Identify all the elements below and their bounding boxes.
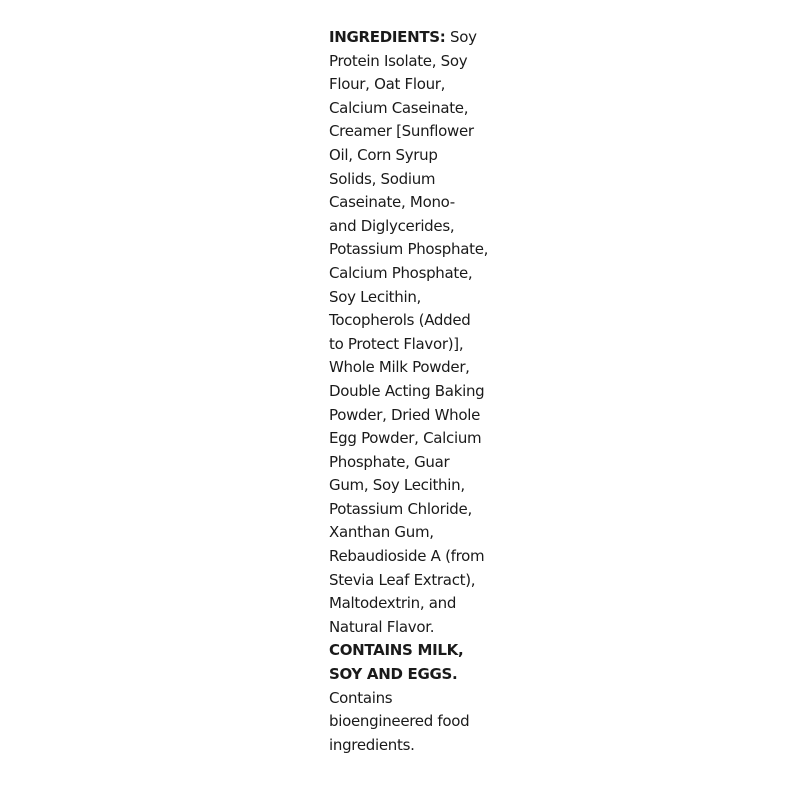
allergen-line: SOY AND EGGS. bbox=[329, 665, 458, 684]
ingredients-heading: INGREDIENTS: bbox=[329, 28, 446, 46]
ingredients-line: Caseinate, Mono- bbox=[329, 193, 455, 212]
ingredients-line: Creamer [Sunflower bbox=[329, 122, 474, 141]
ingredients-line: Gum, Soy Lecithin, bbox=[329, 476, 465, 495]
allergen-statement bbox=[329, 639, 489, 686]
ingredients-line: Oil, Corn Syrup bbox=[329, 145, 438, 164]
ingredients-line: Double Acting Baking bbox=[329, 381, 485, 400]
ingredients-text: Soy bbox=[445, 28, 477, 46]
ingredients-line: Rebaudioside A (from bbox=[329, 547, 485, 566]
ingredients-statement bbox=[329, 26, 489, 639]
ingredients-line: Soy Lecithin, bbox=[329, 287, 422, 306]
ingredients-line: Calcium Caseinate, bbox=[329, 98, 469, 117]
ingredients-line: and Diglycerides, bbox=[329, 216, 455, 235]
ingredients-line: Tocopherols (Added bbox=[329, 311, 471, 330]
bioengineered-line: Contains bbox=[329, 688, 393, 707]
ingredients-first-line bbox=[329, 26, 489, 50]
ingredients-line: Natural Flavor. bbox=[329, 617, 435, 636]
ingredients-label bbox=[329, 26, 489, 757]
ingredients-line: Solids, Sodium bbox=[329, 169, 436, 188]
allergen-line: CONTAINS MILK, bbox=[329, 641, 464, 660]
ingredients-line: Calcium Phosphate, bbox=[329, 263, 473, 282]
ingredients-line: Phosphate, Guar bbox=[329, 452, 450, 471]
bioengineered-line: ingredients. bbox=[329, 735, 415, 754]
ingredients-line: Powder, Dried Whole bbox=[329, 405, 481, 424]
bioengineered-statement bbox=[329, 687, 489, 758]
ingredients-line: Protein Isolate, Soy bbox=[329, 51, 468, 70]
ingredients-line: Maltodextrin, and bbox=[329, 594, 457, 613]
ingredients-line: Egg Powder, Calcium bbox=[329, 429, 482, 448]
ingredients-line: Flour, Oat Flour, bbox=[329, 75, 446, 94]
ingredients-line: Xanthan Gum, bbox=[329, 523, 434, 542]
ingredients-line: Whole Milk Powder, bbox=[329, 358, 470, 377]
ingredients-line: to Protect Flavor)], bbox=[329, 334, 464, 353]
ingredients-line: Stevia Leaf Extract), bbox=[329, 570, 476, 589]
bioengineered-line: bioengineered food bbox=[329, 712, 470, 731]
ingredients-line: Potassium Chloride, bbox=[329, 499, 472, 518]
ingredients-line: Potassium Phosphate, bbox=[329, 240, 489, 259]
